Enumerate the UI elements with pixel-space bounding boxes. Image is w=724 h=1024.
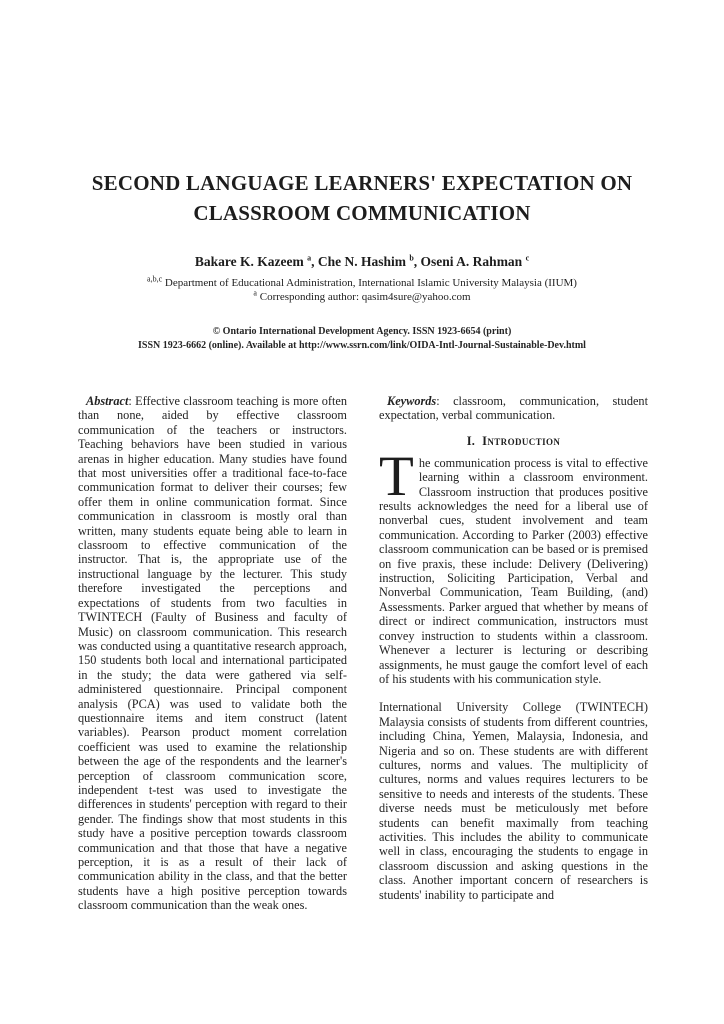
author-name-3: , Oseni A. Rahman (413, 254, 526, 269)
abstract-label: Abstract (86, 394, 129, 408)
publisher-line-2: ISSN 1923-6662 (online). Available at http://www.ssrn.com/link/OIDA-Intl-Journal-Sustainable-Dev.html (138, 339, 586, 351)
paper-title (0, 168, 724, 228)
drop-cap: T (379, 444, 414, 508)
affiliation-line (0, 274, 724, 289)
publisher-block (0, 325, 724, 352)
left-column (78, 394, 347, 913)
intro-paragraph-1-text: he communication process is vital to effective learning within a classroom environment. Classroom instruction that produces positive results acknowledges the need for a liberal use of nonverbal cues, student involvement and team communication. According to Parker (2003) effective classroom communication can be based or is premised on five praxis, these include: Delivery (Delivering) instruction, Soliciting Participation, Verbal and Nonverbal Communication, Team Building, (and) Assessments. Parker argued that whether by means of direct or indirect communication, instructors must convey instruction to students within a classroom. Whenever a lecturer is lecturing or describing assignments, he must gauge the comfort level of each of his students with his communication style. (379, 455, 648, 686)
author-superscript-3: c (525, 253, 530, 263)
affiliation-superscript: a,b,c (147, 274, 163, 284)
paper-header (0, 0, 724, 352)
right-column (379, 394, 648, 913)
author-name-1: Bakare K. Kazeem (194, 254, 308, 269)
section-title: Introduction (482, 433, 561, 448)
intro-paragraph-1 (379, 444, 648, 687)
corresponding-text: Corresponding author: qasim4sure@yahoo.com (256, 291, 471, 303)
title-line-2: CLASSROOM COMMUNICATION (193, 201, 531, 225)
author-superscript-2: b (409, 253, 414, 263)
corresponding-superscript: a (253, 288, 257, 298)
author-superscript-1: a (307, 253, 312, 263)
section-heading-introduction (379, 434, 648, 449)
keywords-text: : classroom, communication, student expectation, verbal communication. (379, 394, 648, 423)
publisher-line-1: © Ontario International Development Agency. ISSN 1923-6654 (print) (212, 326, 512, 337)
abstract-text: : Effective classroom teaching is more often than none, aided by effective classroom communication of the teachers or instructors. Teaching behaviors have been studied in various arenas in higher education. Many studies have found that most universities offer a traditional face-to-face communication format to deliver their courses; few offer them in online communication format. Since communication in classroom is mostly oral than written, many students equate being able to learn in classroom to effective communication of the instructor. That is, the appropriate use of the instructional language by the lecturer. This study therefore investigated the perceptions and expectations of students from two faculties in TWINTECH (Faulty of Business and faculty of Music) on classroom communication. This research was conducted using a quantitative research approach, 150 students both local and international participated in the study; the data were gathered via self-administered questionnaire. Principal component analysis (PCA) was used to validate both the questionnaire items and item construct (latent variables). Pearson product moment correlation coefficient was used to examine the relationship between the age of the respondents and the learner's perception of classroom communication score, independent t-test was used to investigate the differences in students' perception with regard to their gender. The findings show that most students in this study have a positive perception towards classroom communication and that those that have a negative perception, it is as a result of their lack of communication ability in the class, and that the better students have a high positive perception towards classroom communication than the weak ones. (78, 394, 347, 913)
keywords-paragraph (379, 394, 648, 423)
affiliation-text: Department of Educational Administration, International Islamic University Malaysia (IIUM) (162, 277, 577, 289)
section-number: I. (466, 433, 476, 448)
abstract-paragraph (78, 394, 347, 913)
title-line-1: SECOND LANGUAGE LEARNERS' EXPECTATION ON (91, 171, 633, 195)
authors-line (0, 254, 724, 270)
body-columns (0, 394, 724, 913)
author-name-2: , Che N. Hashim (311, 254, 410, 269)
intro-paragraph-2: International University College (TWINTECH) Malaysia consists of students from different countries, including China, Yemen, Malaysia, Indonesia, and Nigeria and so on. These students are with different cultures, norms and values. The multiplicity of cultures, norms and values requires lecturers to be sensitive to needs and interests of the students. These diverse needs must be meticulously met before students can benefit maximally from teaching activities. This includes the ability to communicate well in class, encouraging the students to engage in classroom discussion and asking questions in the class. Another important concern of researchers is students' inability to participate and (379, 700, 648, 902)
keywords-label: Keywords (387, 394, 437, 408)
corresponding-author-line (0, 288, 724, 303)
